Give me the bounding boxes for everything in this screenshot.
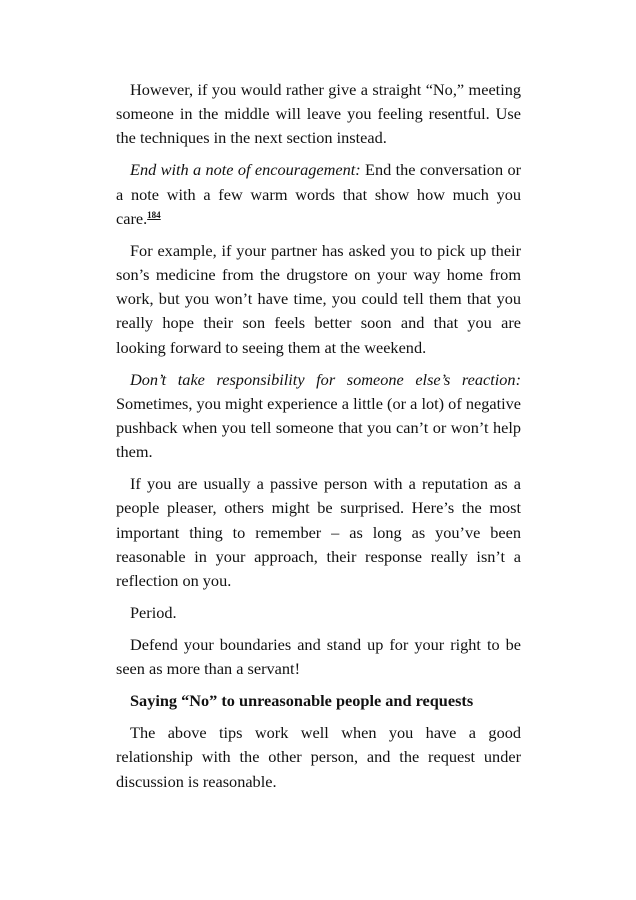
paragraph-straight-no: However, if you would rather give a straight “No,” meeting someone in the middle will leave you feeling resentful. Use the techniques in the next section instead. — [116, 80, 521, 148]
paragraph-period: Period. — [130, 603, 177, 623]
document-page — [116, 78, 521, 794]
paragraph-example: For example, if your partner has asked you to pick up their son’s medicine from the drugstore on your way home from work, but you won’t have time, you could tell them that you really hope their son feels better soon and that you are looking forward to seeing them at the weekend. — [116, 240, 521, 357]
footnote-link[interactable]: 184 — [147, 209, 161, 220]
paragraph-passive-person: If you are usually a passive person with a reputation as a people pleaser, others might be surprised. Here’s the most important thing to remember – as long as you’ve been reasonable in your approach, their response really isn’t a reflection on you. — [116, 474, 521, 591]
paragraph-body-encouragement: End the conversation or a note with a few warm words that show how much you care. — [116, 160, 522, 228]
paragraph-defend-boundaries: Defend your boundaries and stand up for your right to be seen as more than a servant! — [116, 635, 521, 679]
paragraph-encouragement — [116, 158, 521, 231]
paragraph-body-responsibility: Sometimes, you might experience a little (or a lot) of negative pushback when you tell someone that you can’t or won’t help them. — [116, 393, 521, 462]
paragraph-lead-encouragement: End with a note of encouragement: — [130, 160, 361, 180]
paragraph-lead-responsibility: Don’t take responsibility for someone else’s reaction: — [130, 369, 521, 389]
paragraph-above-tips: The above tips work well when you have a good relationship with the other person, and the request under discussion is reasonable. — [116, 723, 521, 791]
section-heading: Saying “No” to unreasonable people and requests — [130, 691, 474, 711]
paragraph-responsibility — [116, 368, 521, 465]
